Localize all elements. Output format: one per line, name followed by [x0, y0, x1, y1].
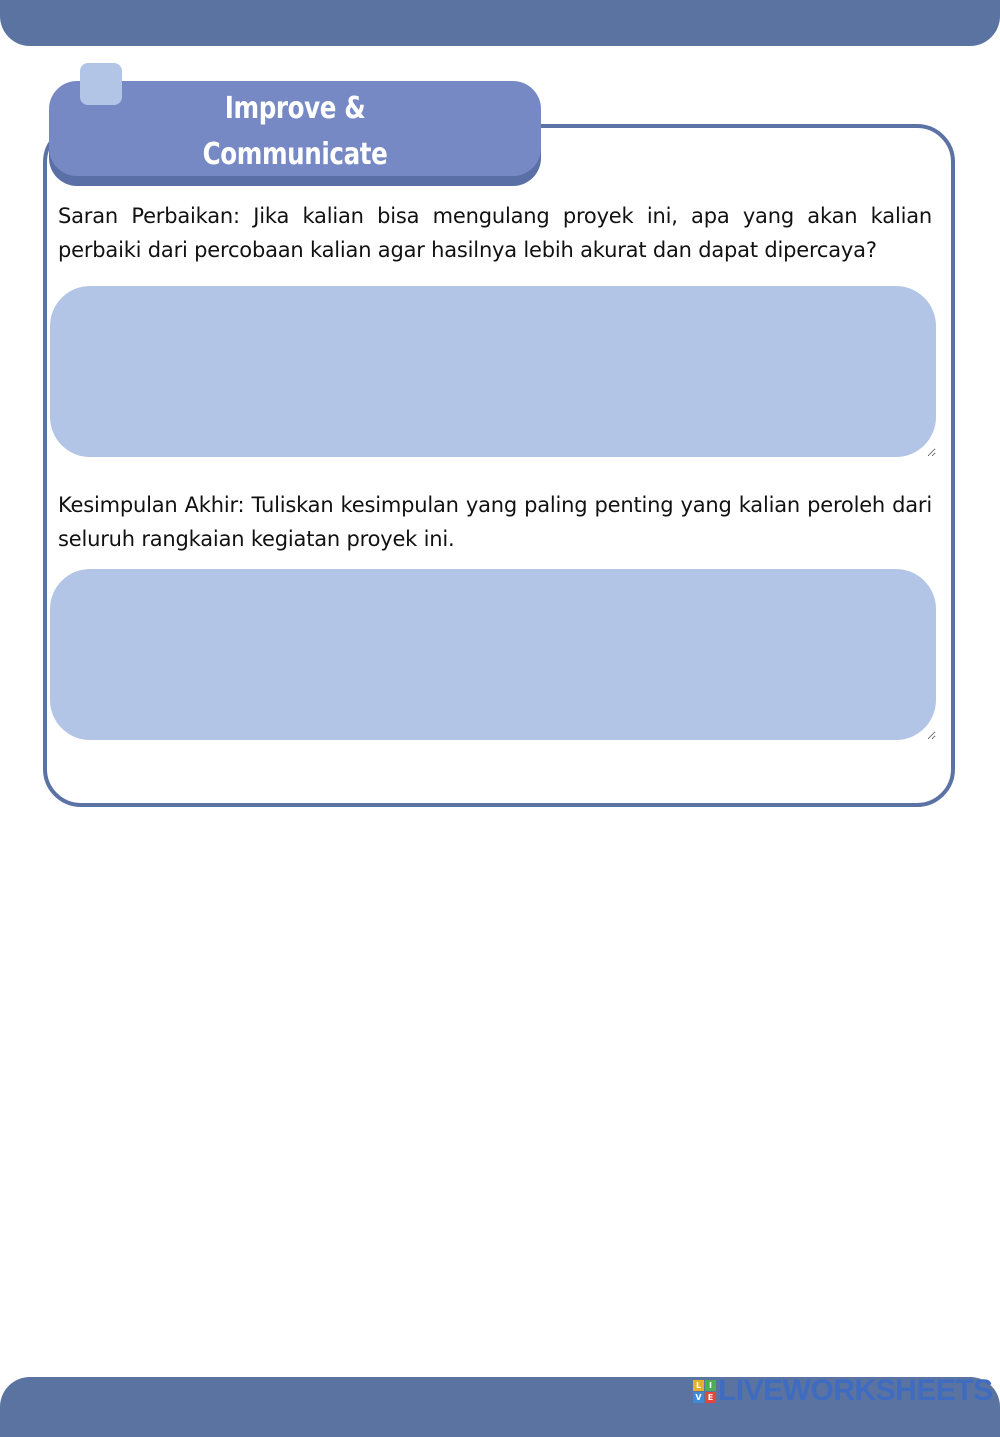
title-decoration-square [80, 63, 122, 105]
page-title [184, 86, 405, 178]
logo-letter-i: I [705, 1380, 716, 1391]
liveworksheets-logo [693, 1375, 993, 1407]
liveworksheets-grid-icon [693, 1380, 716, 1403]
question-saran-perbaikan: Saran Perbaikan: Jika kalian bisa mengulang proyek ini, apa yang akan kalian perbaiki dari percobaan kalian agar hasilnya lebih akurat dan dapat dipercaya? [58, 204, 932, 262]
answer-box-saran-perbaikan[interactable] [50, 286, 936, 457]
page-title-line-2: Communicate [202, 137, 388, 172]
top-header-band [0, 0, 1000, 46]
brand-name: LIVEWORKSHEETS [718, 1374, 993, 1407]
logo-letter-v: V [693, 1392, 704, 1403]
answer-box-kesimpulan-akhir[interactable] [50, 569, 936, 740]
page-title-line-1: Improve & [224, 91, 366, 126]
question-kesimpulan-akhir: Kesimpulan Akhir: Tuliskan kesimpulan yang paling penting yang kalian peroleh dari seluruh rangkaian kegiatan proyek ini. [58, 493, 932, 551]
logo-letter-e: E [705, 1392, 716, 1403]
logo-letter-l: L [693, 1380, 704, 1391]
